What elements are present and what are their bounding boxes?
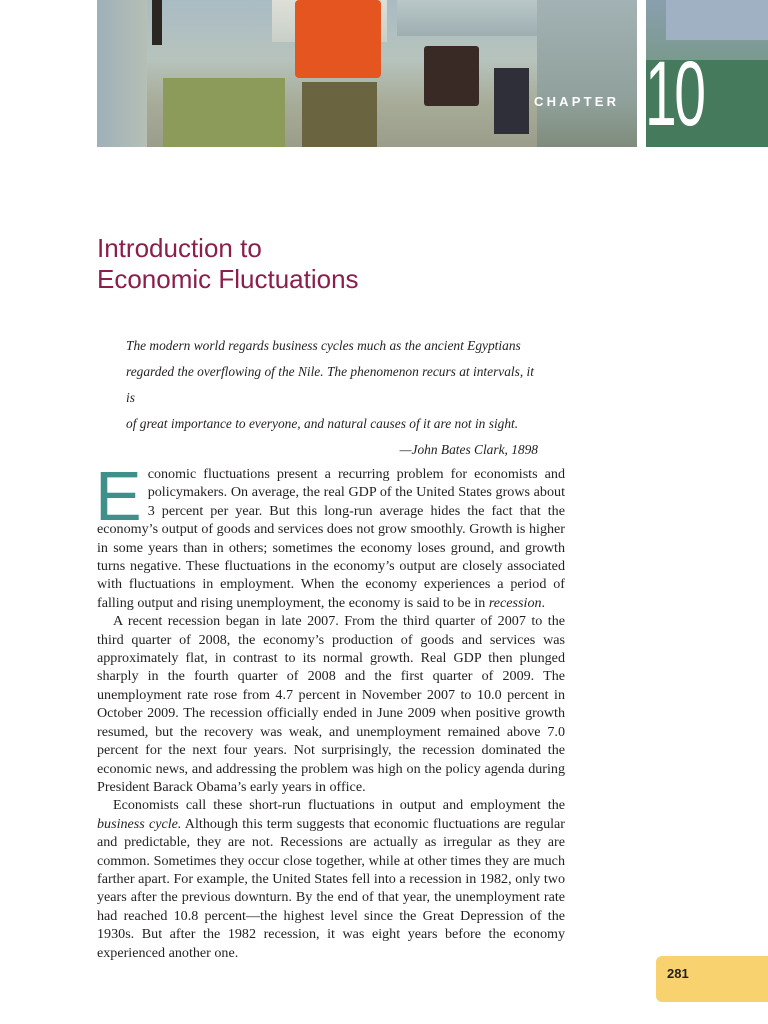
painting-patch [97, 0, 147, 147]
punctuation: . [541, 594, 546, 611]
paragraph-text: Economists call these short-run fluctuations in output and employment the [113, 797, 565, 814]
epigraph-line: regarded the overflowing of the Nile. The phenomenon recurs at intervals, it is [126, 364, 534, 405]
epigraph-line: of great importance to everyone, and natural causes of it are not in sight. [126, 416, 519, 431]
painting-green-patch [163, 78, 285, 147]
painting-olive-patch [302, 82, 377, 147]
paragraph-text: Although this term suggests that economic fluctuations are regular and predictable, they are not. Recessions are actually as irregular as they are common. Sometimes they occur close together, while at other times they are much farther apart. For example, the United States fell into a recession in 1982, only two years after the previous downturn. By the end of that year, the unemployment rate had reached 10.8 percent—the highest level since the Great Depression of the 1930s. But after the 1982 recession, it was eight years before the economy experienced another one. [97, 815, 565, 961]
painting-patch [666, 0, 768, 40]
painting-patch [537, 0, 637, 147]
epigraph [126, 333, 538, 463]
paragraph-text: conomic fluctuations present a recurring problem for economists and policymakers. On average, the real GDP of the United States grows about 3 percent per year. But this long-run average hides the fact that the economy’s output of goods and services does not grow smoothly. Growth is higher in some years than in others; sometimes the economy loses ground, and growth turns negative. These fluctuations in the economy’s output are closely associated with fluctuations in employment. When the economy experiences a period of falling output and rising unemployment, the economy is said to be in [97, 466, 565, 611]
chapter-banner-painting [97, 0, 637, 147]
epigraph-attribution: —John Bates Clark, 1898 [399, 442, 538, 457]
paragraph [95, 457, 565, 612]
paragraph: A recent recession began in late 2007. From the third quarter of 2007 to the third quarter of 2008, the economy’s production of goods and services was approximately flat, in contrast to its normal growth. Real GDP then plunged sharply in the fourth quarter of 2008 and the first quarter of 2009. The unemployment rate rose from 4.7 percent in November 2007 to 10.0 percent in October 2009. The recession officially ended in June 2009 when positive growth resumed, but the recovery was weak, and unemployment remained above 7.0 percent for the next four years. Not surprisingly, the recession dominated the economic news, and addressing the problem was high on the policy agenda during President Barack Obama’s early years in office. [97, 613, 565, 795]
epigraph-line: The modern world regards business cycles much as the ancient Egyptians [126, 338, 521, 353]
painting-dark-patch [424, 46, 479, 106]
term-recession: recession [488, 594, 542, 611]
painting-dark-patch [494, 68, 529, 134]
chapter-title-line2: Economic Fluctuations [97, 264, 359, 294]
painting-patch [397, 0, 537, 36]
page-number: 281 [667, 966, 689, 981]
chapter-label: CHAPTER [534, 94, 620, 109]
painting-patch [152, 0, 162, 45]
chapter-title [97, 233, 359, 295]
paragraph [97, 796, 565, 962]
drop-cap: E [95, 457, 142, 535]
chapter-number: 10 [645, 43, 704, 145]
chapter-title-line1: Introduction to [97, 233, 262, 263]
term-business-cycle: business cycle. [97, 815, 182, 832]
painting-orange-patch [295, 0, 381, 78]
body-text [95, 457, 565, 962]
